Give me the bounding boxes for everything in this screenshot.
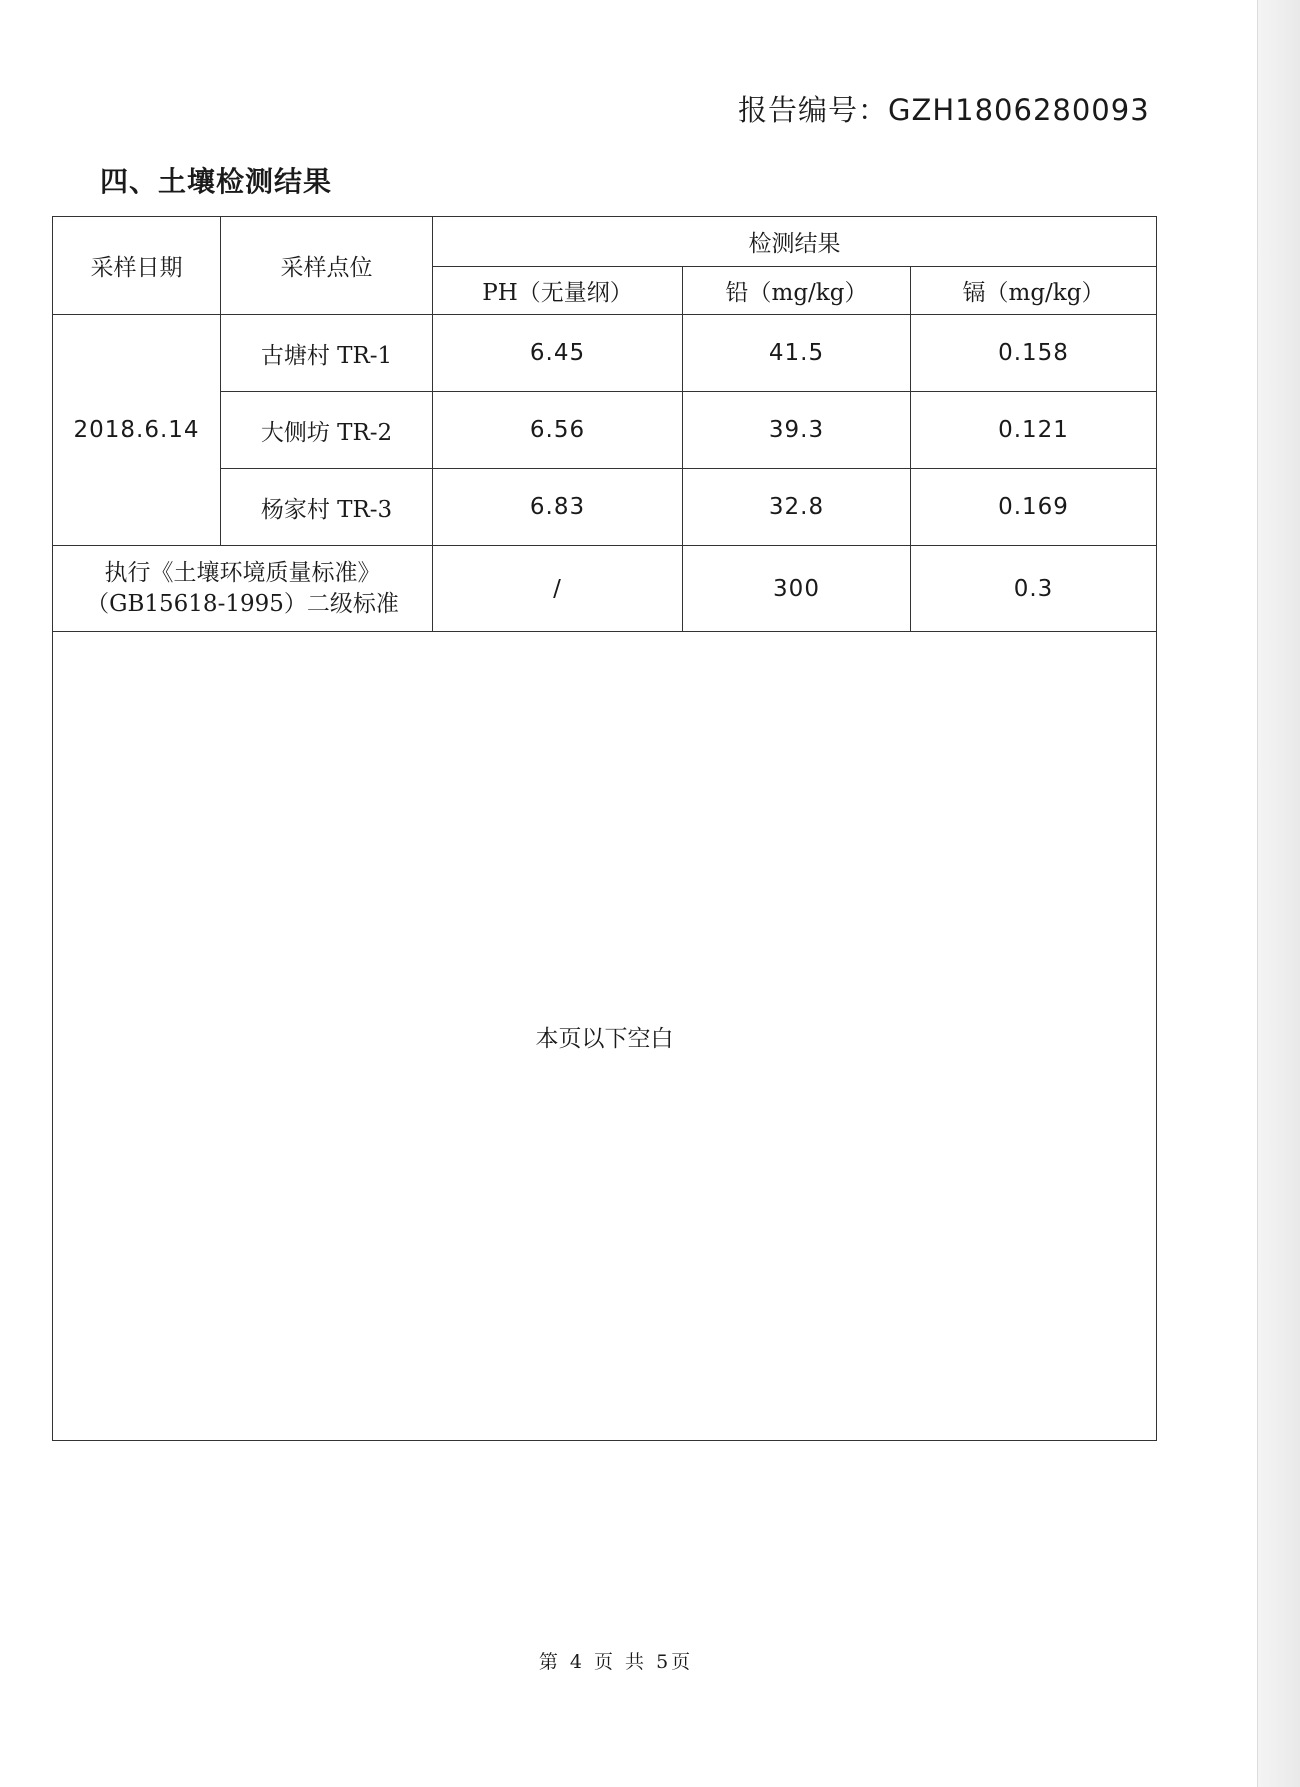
ph-cell: 6.83 [433, 469, 683, 546]
table-row [53, 315, 1157, 392]
header-results: 检测结果 [433, 217, 1157, 267]
standard-label-line1: 执行《土壤环境质量标准》 [104, 559, 381, 586]
header-sampling-point: 采样点位 [221, 217, 433, 315]
sampling-date-cell: 2018.6.14 [53, 315, 221, 546]
blank-note-row [53, 632, 1157, 1441]
sampling-point-cell: 杨家村 TR-3 [221, 469, 433, 546]
lead-cell: 41.5 [683, 315, 911, 392]
header-cadmium: 镉（mg/kg） [911, 267, 1157, 315]
header-ph: PH（无量纲） [433, 267, 683, 315]
standard-ph-cell: / [433, 546, 683, 632]
section-title: 四、土壤检测结果 [100, 165, 333, 198]
table-header-row [53, 217, 1157, 267]
sampling-point-cell: 古塘村 TR-1 [221, 315, 433, 392]
page-footer: 第 4 页 共 5页 [538, 1651, 694, 1673]
standard-label-cell [53, 546, 433, 632]
cadmium-cell: 0.169 [911, 469, 1157, 546]
standard-label-line2: （GB15618-1995）二级标准 [86, 590, 399, 617]
blank-note: 本页以下空白 [53, 632, 1157, 1441]
lead-cell: 39.3 [683, 392, 911, 469]
standard-row [53, 546, 1157, 632]
sampling-point-cell: 大侧坊 TR-2 [221, 392, 433, 469]
cadmium-cell: 0.158 [911, 315, 1157, 392]
report-number: 报告编号：GZH1806280093 [738, 93, 1150, 127]
header-lead: 铅（mg/kg） [683, 267, 911, 315]
standard-cadmium-cell: 0.3 [911, 546, 1157, 632]
header-sampling-date: 采样日期 [53, 217, 221, 315]
cadmium-cell: 0.121 [911, 392, 1157, 469]
standard-lead-cell: 300 [683, 546, 911, 632]
scan-page-edge [1257, 0, 1300, 1787]
ph-cell: 6.45 [433, 315, 683, 392]
lead-cell: 32.8 [683, 469, 911, 546]
ph-cell: 6.56 [433, 392, 683, 469]
soil-results-table [52, 216, 1157, 1441]
